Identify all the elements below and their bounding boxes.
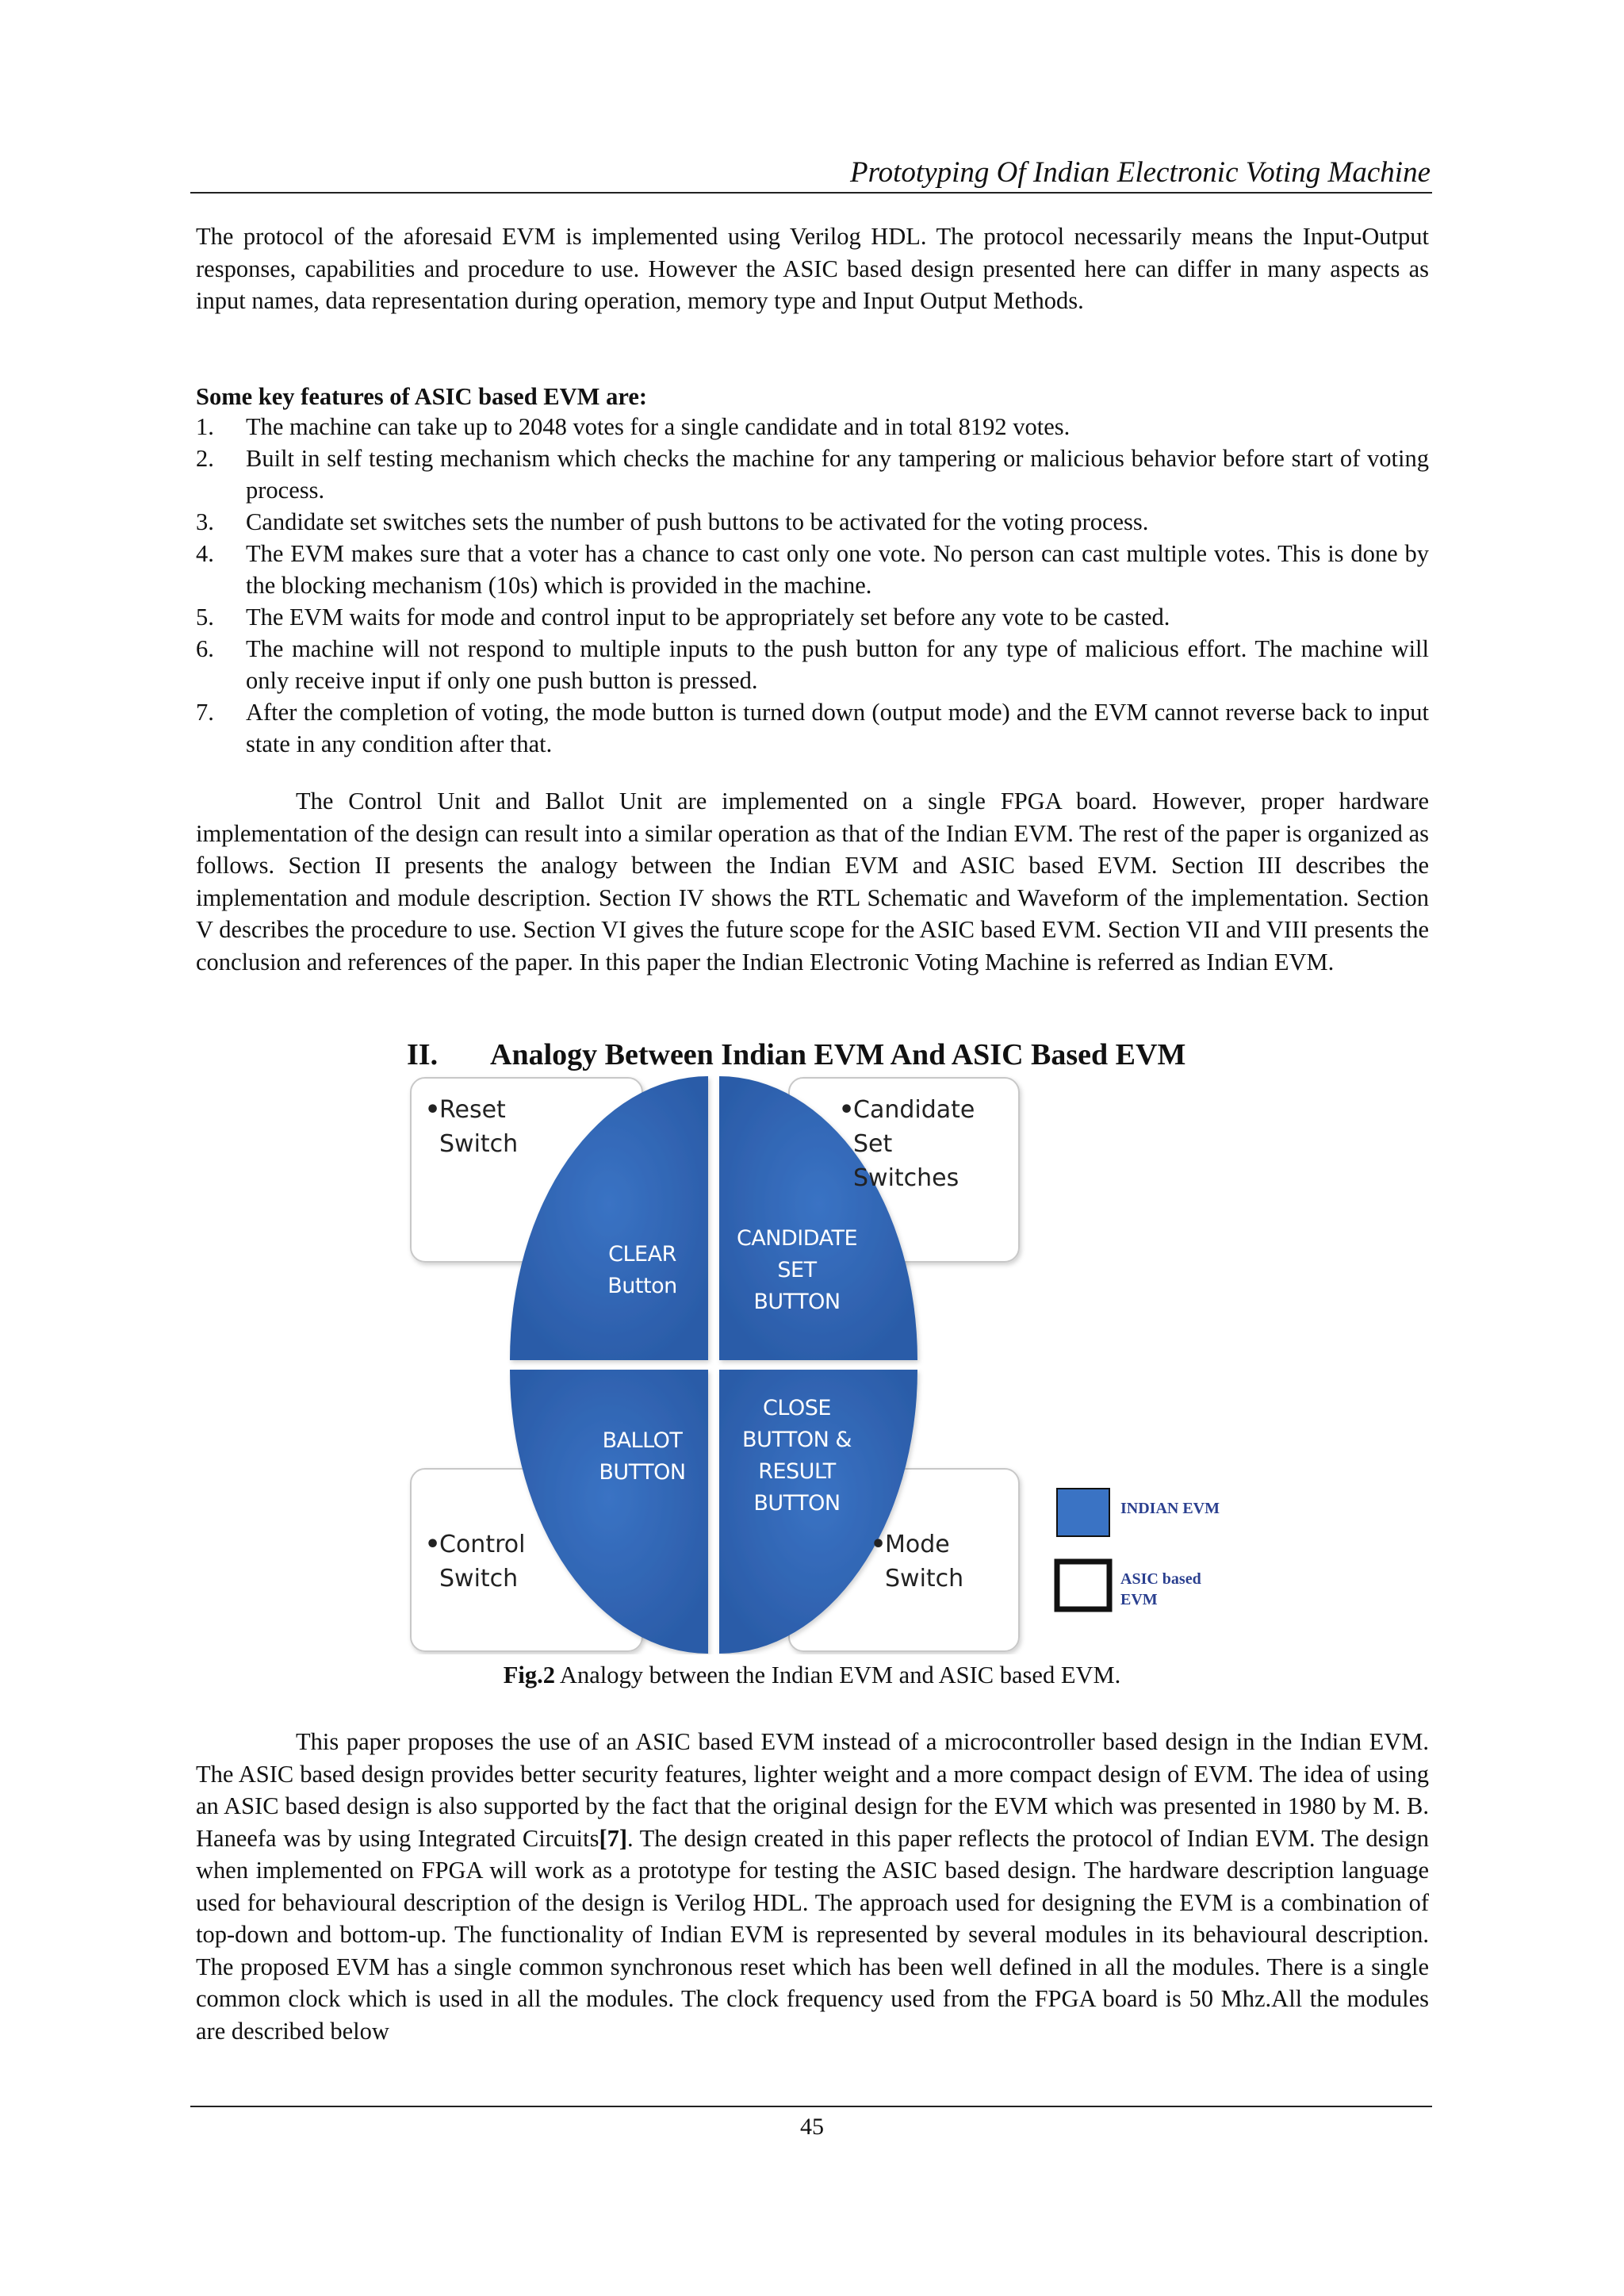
box-label-top-right [839, 1093, 975, 1195]
box-label-line: Reset [439, 1096, 506, 1124]
list-item [196, 633, 1429, 696]
box-label-line: Control [439, 1531, 526, 1558]
list-item-text: After the completion of voting, the mode button is turned down (output mode) and the EVM cannot reverse back to input state in any condition after that. [246, 699, 1429, 757]
box-label-line: Switch [885, 1565, 964, 1593]
quadrant-label-line: CANDIDATE [736, 1226, 857, 1251]
quadrant-label-line: Button [607, 1274, 677, 1298]
list-item-number: 1. [196, 413, 214, 440]
section-heading [407, 1036, 1185, 1074]
proposal-text-part: . The design created in this paper reflects the protocol of Indian EVM. The design when implemented on FPGA will work as a prototype for testing the ASIC based design. The hardware description language used for behavioural description of the design is Verilog HDL. The approach used for designing the EVM is a combination of top-down and bottom-up. The functionality of Indian EVM is represented by several modules in its behavioural description. The proposed EVM has a single common synchronous reset which has been well defined in all the modules. There is a single common clock which is used in all the modules. The clock frequency used from the FPGA board is 50 Mhz.All the modules are described below [196, 1824, 1430, 2045]
features-heading: Some key features of ASIC based EVM are: [196, 383, 648, 410]
quadrant-label-line: RESULT [758, 1459, 836, 1484]
list-item [196, 506, 1429, 538]
bullet-glyph: • [425, 1531, 441, 1558]
box-label-line: Mode [885, 1531, 950, 1558]
box-label-bottom-left [425, 1527, 525, 1596]
quadrant-label-line: BUTTON & [742, 1428, 852, 1452]
quadrant-label-line: BUTTON [753, 1491, 841, 1516]
organization-paragraph-text: The Control Unit and Ballot Unit are implemented on a single FPGA board. However, proper hardware implementation of the design can result into a similar operation as that of the Indian EVM. The rest of the paper is organized as follows. Section II presents the analogy between the Indian EVM and ASIC based EVM. Section III describes the implementation and module description. Section IV shows the RTL Schematic and Waveform of the implementation. Section V describes the procedure to use. Section VI gives the future scope for the ASIC based EVM. Section VII and VIII presents the conclusion and references of the paper. In this paper the Indian Electronic Voting Machine is referred as Indian EVM. [196, 788, 1429, 976]
quadrant-label-line: BUTTON [599, 1460, 686, 1485]
quadrant-label-candidate-set-button [714, 1223, 880, 1318]
list-item-number: 5. [196, 604, 214, 631]
list-item-text: The EVM waits for mode and control input to be appropriately set before any vote to be casted. [246, 604, 1170, 631]
list-item [196, 696, 1429, 760]
analogy-figure [404, 1075, 1245, 1654]
list-item-text: The EVM makes sure that a voter has a chance to cast only one vote. No person can cast multiple votes. This is done by the blocking mechanism (10s) which is provided in the machine. [246, 540, 1429, 599]
organization-paragraph [196, 785, 1429, 978]
box-label-line: Switches [853, 1164, 959, 1192]
figure-caption-label: Fig.2 [503, 1662, 555, 1688]
box-label-bottom-right [871, 1527, 963, 1596]
proposal-paragraph [196, 1726, 1429, 2047]
quadrant-label-line: BALLOT [602, 1428, 683, 1453]
list-item-text: The machine can take up to 2048 votes for a single candidate and in total 8192 votes. [246, 413, 1071, 440]
box-label-top-left [425, 1093, 518, 1161]
bullet-glyph: • [839, 1096, 855, 1124]
list-item-number: 7. [196, 699, 214, 726]
figure-caption [0, 1659, 1624, 1691]
list-item [196, 443, 1429, 506]
list-item-text: The machine will not respond to multiple inputs to the push button for any type of malicious effort. The machine will only receive input if only one push button is pressed. [246, 635, 1429, 694]
quadrant-label-close-result-button [714, 1393, 880, 1520]
page-number: 45 [800, 2114, 824, 2140]
box-label-line: Switch [439, 1130, 519, 1158]
running-head: Prototyping Of Indian Electronic Voting Machine [850, 156, 1431, 189]
list-item [196, 601, 1429, 633]
footer-rule [190, 2106, 1432, 2107]
box-label-line: Switch [439, 1565, 519, 1593]
intro-paragraph-text: The protocol of the aforesaid EVM is implemented using Verilog HDL. The protocol necessarily means the Input-Output responses, capabilities and procedure to use. However the ASIC based design presented here can differ in many aspects as input names, data representation during operation, memory type and Input Output Methods. [196, 223, 1429, 314]
box-label-line: Candidate [853, 1096, 975, 1124]
legend-indian-label: INDIAN EVM [1120, 1500, 1220, 1517]
bullet-glyph: • [871, 1531, 887, 1558]
quadrant-label-line: CLOSE [763, 1396, 831, 1420]
quadrant-label-clear-button [563, 1239, 722, 1302]
legend-asic-line: ASIC based [1120, 1570, 1201, 1588]
list-item-number: 6. [196, 635, 214, 662]
features-list [196, 411, 1429, 760]
list-item [196, 538, 1429, 601]
proposal-paragraph-text [196, 1726, 1429, 2047]
quadrant-label-line: BUTTON [753, 1290, 841, 1314]
section-title: Analogy Between Indian EVM And ASIC Based EVM [490, 1038, 1186, 1071]
legend-asic-swatch [1057, 1562, 1109, 1609]
intro-paragraph [196, 220, 1429, 317]
box-label-line: Set [853, 1130, 893, 1158]
section-number: II. [407, 1038, 439, 1071]
legend-asic-label [1120, 1569, 1201, 1610]
legend-indian-swatch [1057, 1489, 1109, 1536]
list-item-text: Candidate set switches sets the number of push buttons to be activated for the voting process. [246, 508, 1149, 535]
list-item [196, 411, 1429, 443]
quadrant-label-line: CLEAR [608, 1242, 676, 1267]
analogy-diagram [404, 1075, 1245, 1654]
header-rule [190, 192, 1432, 194]
list-item-number: 2. [196, 445, 214, 472]
proposal-text-part: This paper proposes the use of an ASIC based EVM instead of a microcontroller based design in the Indian EVM. The ASIC based design provides better security features, lighter weight and a more compact design of EVM. The idea of using an ASIC based design is also supported by the fact that the original design for the EVM which was presented in 1980 by M. B. Haneefa was by using Integrated Circuits [196, 1728, 1429, 1852]
bullet-glyph: • [425, 1096, 441, 1124]
list-item-text: Built in self testing mechanism which checks the machine for any tampering or malicious behavior before start of voting process. [246, 445, 1429, 504]
citation-link[interactable]: [7] [599, 1824, 628, 1852]
list-item-number: 4. [196, 540, 214, 567]
list-item-number: 3. [196, 508, 214, 535]
figure-caption-text: Analogy between the Indian EVM and ASIC based EVM. [554, 1662, 1121, 1688]
legend-asic-line: EVM [1120, 1591, 1158, 1608]
quadrant-label-line: SET [777, 1258, 817, 1282]
quadrant-label-ballot-button [563, 1425, 722, 1489]
